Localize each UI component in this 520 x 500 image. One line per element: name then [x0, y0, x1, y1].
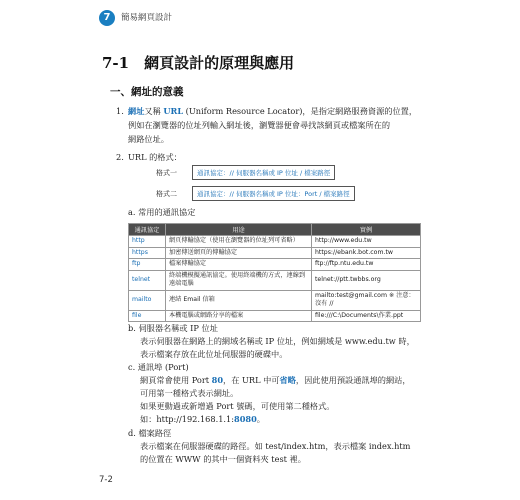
sub-b-line2: 表示檔案存放在此位址伺服器的硬碟中。 [140, 349, 288, 359]
table-cell: 終端機模擬通訊協定。使用終端機的方式，連線到遠端電腦 [166, 270, 312, 290]
table-cell: http [129, 236, 166, 248]
table-cell: file:///C:\Documents\作業.ppt [312, 310, 421, 322]
table-cell: https [129, 247, 166, 259]
item1-text-a: 又稱 [144, 106, 164, 116]
chapter-number-badge: 7 [99, 10, 115, 26]
sub-d-line2: 的位置在 WWW 的其中一個資料夾 test 裡。 [140, 454, 306, 464]
table-header-row [129, 224, 421, 236]
sub-c-line1 [140, 373, 411, 387]
page-number: 7-2 [99, 475, 113, 485]
table-header: 通訊協定 [129, 224, 166, 236]
term-url-zh: 網址 [128, 106, 145, 116]
term-url-en: URL [163, 106, 184, 116]
sub-d-title: d. 檔案路徑 [128, 428, 172, 438]
item2-text: URL 的格式： [128, 152, 182, 162]
sub-c-line4 [140, 412, 265, 426]
format-label-1: 格式一 [156, 169, 177, 177]
port-8080: 8080 [234, 414, 257, 424]
sub-c-text-c: ，因此使用預設通訊埠的網站， [295, 375, 411, 385]
sub-c-example: 如：http://192.168.1.1: [140, 414, 234, 424]
table-cell: telnet://ptt.twbbs.org [312, 270, 421, 290]
table-cell: ftp [129, 259, 166, 271]
table-row [129, 259, 421, 271]
subsection-title: 一、網址的意義 [110, 86, 184, 98]
table-row [129, 270, 421, 290]
sub-c-text-a: 網頁常會使用 Port [140, 375, 212, 385]
port-80: 80 [211, 375, 224, 385]
sub-d-line1: 表示檔案在伺服器硬碟的路徑。如 test/index.htm，表示檔案 index.htm [140, 441, 411, 451]
item1-line2: 例如在瀏覽器的位址列輸入網址後，瀏覽器便會尋找該網頁或檔案所在的 [128, 120, 391, 130]
table-cell: mailto [129, 290, 166, 310]
table-cell: 本機電腦或網路分享的檔案 [166, 310, 312, 322]
item1-line3: 網路位址。 [128, 134, 169, 144]
format-box-2: 通訊協定：// 伺服器名稱或 IP 位址：Port / 檔案路徑 [192, 186, 355, 201]
table-cell: file [129, 310, 166, 322]
table-row [129, 290, 421, 310]
sub-c-line2: 可用第一種格式表示網址。 [140, 388, 239, 398]
chapter-title: 簡易網頁設計 [121, 13, 173, 23]
item2-number: 2. [116, 152, 124, 162]
table-cell: telnet [129, 270, 166, 290]
table-cell: 檔案傳輸協定 [166, 259, 312, 271]
format-box-1: 通訊協定：// 伺服器名稱或 IP 位址 / 檔案路徑 [192, 165, 335, 180]
table-row [129, 310, 421, 322]
sub-c-text-b: ，在 URL 中可 [223, 375, 280, 385]
item1-number: 1. [116, 106, 124, 116]
table-cell: 網頁傳輸協定（使用在瀏覽器的位址列可省略） [166, 236, 312, 248]
table-cell: 連結 Email 信箱 [166, 290, 312, 310]
table-cell: https://ebank.bot.com.tw [312, 247, 421, 259]
table-cell: 加密傳送網頁的傳輸協定 [166, 247, 312, 259]
table-cell: ftp://ftp.ntu.edu.tw [312, 259, 421, 271]
sub-c-line3: 如果更動過或新增過 Port 號碼，可使用第二種格式。 [140, 401, 335, 411]
sub-b-line1: 表示伺服器在網路上的網域名稱或 IP 位址，例如網域是 www.edu.tw 時， [140, 336, 415, 346]
item1-text-b: (Uniform Resource Locator)，是指定網路服務資源的位置， [183, 106, 418, 116]
table-row [129, 236, 421, 248]
item1-line1 [128, 104, 417, 118]
table-row [129, 247, 421, 259]
table-cell: mailto:test@gmail.com ※ 注意：沒有 // [312, 290, 421, 310]
sub-c-title: c. 通訊埠 (Port) [128, 362, 189, 372]
sub-b-title: b. 伺服器名稱或 IP 位址 [128, 323, 218, 333]
protocol-table [128, 223, 421, 322]
format-label-2: 格式二 [156, 190, 177, 198]
section-title: 7-1 網頁設計的原理與應用 [102, 54, 295, 72]
table-header: 用途 [166, 224, 312, 236]
sub-c-period: 。 [256, 414, 265, 424]
sub-a-title: a. 常用的通訊協定 [128, 207, 196, 217]
table-cell: http://www.edu.tw [312, 236, 421, 248]
table-header: 實例 [312, 224, 421, 236]
omit-term: 省略 [279, 375, 296, 385]
